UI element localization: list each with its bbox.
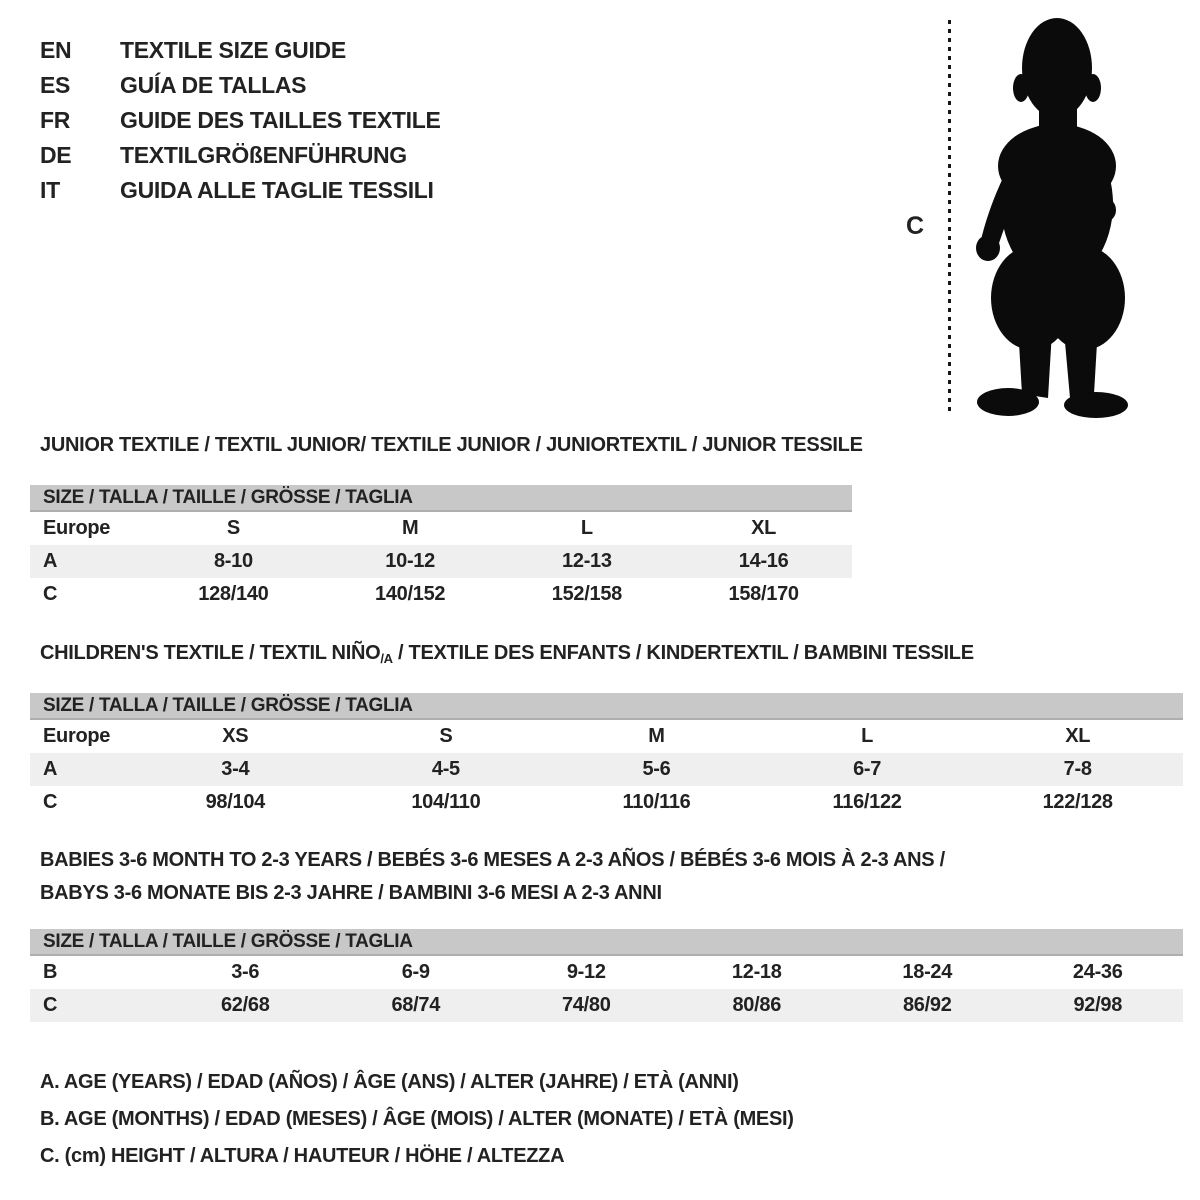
height-cell: 86/92 — [902, 994, 952, 1016]
size-cell: XS — [222, 725, 249, 747]
lang-row-es — [40, 68, 441, 103]
legend-line-b: B. AGE (MONTHS) / EDAD (MESES) / ÂGE (MOIS) / ALTER (MONATE) / ETÀ (MESI) — [40, 1108, 794, 1130]
children-section-title — [40, 642, 974, 666]
age-cell: 8-10 — [213, 550, 253, 572]
babies-section-title-line1: BABIES 3-6 MONTH TO 2-3 YEARS / BEBÉS 3-6 MESES A 2-3 AÑOS / BÉBÉS 3-6 MOIS À 2-3 ANS / — [40, 849, 945, 871]
height-cell: 140/152 — [375, 583, 446, 605]
table-row-height — [30, 989, 1183, 1022]
lang-row-fr — [40, 103, 441, 138]
lang-code: FR — [40, 107, 71, 133]
children-title-rest: / TEXTILE DES ENFANTS / KINDERTEXTIL / BAMBINI TESSILE — [392, 642, 974, 664]
height-cell: 80/86 — [732, 994, 782, 1016]
toddler-silhouette-icon — [962, 14, 1146, 418]
table-row-europe — [30, 720, 1183, 753]
lang-row-de — [40, 138, 441, 173]
size-header-bar: SIZE / TALLA / TAILLE / GRÖSSE / TAGLIA — [30, 485, 852, 512]
height-cell: 62/68 — [220, 994, 270, 1016]
height-cell: 158/170 — [728, 583, 799, 605]
row-label: B — [43, 961, 58, 983]
children-title-sub: /A — [380, 651, 393, 666]
age-cell: 12-13 — [562, 550, 612, 572]
size-cell: XL — [751, 517, 777, 539]
junior-section-title: JUNIOR TEXTILE / TEXTIL JUNIOR/ TEXTILE JUNIOR / JUNIORTEXTIL / JUNIOR TESSILE — [40, 434, 863, 456]
lang-title: TEXTILGRÖßENFÜHRUNG — [120, 142, 407, 168]
table-row-height — [30, 786, 1183, 819]
age-cell: 5-6 — [642, 758, 671, 780]
months-cell: 12-18 — [731, 961, 782, 983]
children-size-table — [30, 693, 1183, 819]
children-title-main: CHILDREN'S TEXTILE / TEXTIL NIÑO — [40, 642, 381, 664]
height-measure-label: C — [906, 212, 924, 240]
lang-title: TEXTILE SIZE GUIDE — [120, 37, 346, 63]
table-row-months — [30, 956, 1183, 989]
legend-line-c: C. (cm) HEIGHT / ALTURA / HAUTEUR / HÖHE / ALTEZZA — [40, 1145, 565, 1167]
height-cell: 98/104 — [205, 791, 265, 813]
legend-line-a: A. AGE (YEARS) / EDAD (AÑOS) / ÂGE (ANS) / ALTER (JAHRE) / ETÀ (ANNI) — [40, 1071, 739, 1093]
height-cell: 152/158 — [551, 583, 622, 605]
row-label: Europe — [43, 725, 111, 747]
language-title-list — [40, 33, 441, 208]
height-cell: 116/122 — [832, 791, 902, 813]
lang-title: GUIDE DES TAILLES TEXTILE — [120, 107, 441, 133]
lang-row-it — [40, 173, 441, 208]
size-cell: M — [401, 517, 419, 539]
row-label: C — [43, 583, 58, 605]
height-dashed-line — [948, 20, 951, 416]
row-label: C — [43, 994, 58, 1016]
row-label: A — [43, 758, 58, 780]
row-label: A — [43, 550, 58, 572]
lang-row-en — [40, 33, 441, 68]
table-row-age — [30, 753, 1183, 786]
lang-code: EN — [40, 37, 72, 63]
age-cell: 4-5 — [431, 758, 460, 780]
height-cell: 68/74 — [391, 994, 441, 1016]
lang-code: ES — [40, 72, 71, 98]
lang-code: IT — [40, 177, 60, 203]
row-label: Europe — [43, 517, 111, 539]
age-cell: 6-7 — [853, 758, 882, 780]
size-header-bar: SIZE / TALLA / TAILLE / GRÖSSE / TAGLIA — [30, 693, 1183, 720]
lang-title: GUIDA ALLE TAGLIE TESSILI — [120, 177, 434, 203]
size-cell: L — [580, 517, 593, 539]
size-cell: S — [439, 725, 453, 747]
months-cell: 9-12 — [566, 961, 606, 983]
age-cell: 7-8 — [1063, 758, 1092, 780]
months-cell: 3-6 — [231, 961, 260, 983]
size-cell: S — [226, 517, 240, 539]
height-cell: 104/110 — [411, 791, 481, 813]
size-cell: XL — [1065, 725, 1091, 747]
table-row-age — [30, 545, 852, 578]
height-cell: 122/128 — [1042, 791, 1113, 813]
size-cell: L — [861, 725, 874, 747]
height-cell: 110/116 — [622, 791, 691, 813]
height-cell: 74/80 — [561, 994, 611, 1016]
months-cell: 24-36 — [1072, 961, 1123, 983]
months-cell: 6-9 — [401, 961, 430, 983]
size-cell: M — [648, 725, 665, 747]
age-cell: 14-16 — [738, 550, 789, 572]
lang-title: GUÍA DE TALLAS — [120, 72, 307, 98]
babies-section-title-line2: BABYS 3-6 MONATE BIS 2-3 JAHRE / BAMBINI 3-6 MESI A 2-3 ANNI — [40, 882, 662, 904]
table-row-height — [30, 578, 852, 611]
height-cell: 128/140 — [198, 583, 269, 605]
row-label: C — [43, 791, 58, 813]
size-header-bar: SIZE / TALLA / TAILLE / GRÖSSE / TAGLIA — [30, 929, 1183, 956]
age-cell: 3-4 — [221, 758, 250, 780]
months-cell: 18-24 — [902, 961, 953, 983]
babies-size-table — [30, 929, 1183, 1022]
height-cell: 92/98 — [1073, 994, 1123, 1016]
junior-size-table — [30, 485, 852, 611]
age-cell: 10-12 — [385, 550, 435, 572]
lang-code: DE — [40, 142, 72, 168]
table-row-europe — [30, 512, 852, 545]
